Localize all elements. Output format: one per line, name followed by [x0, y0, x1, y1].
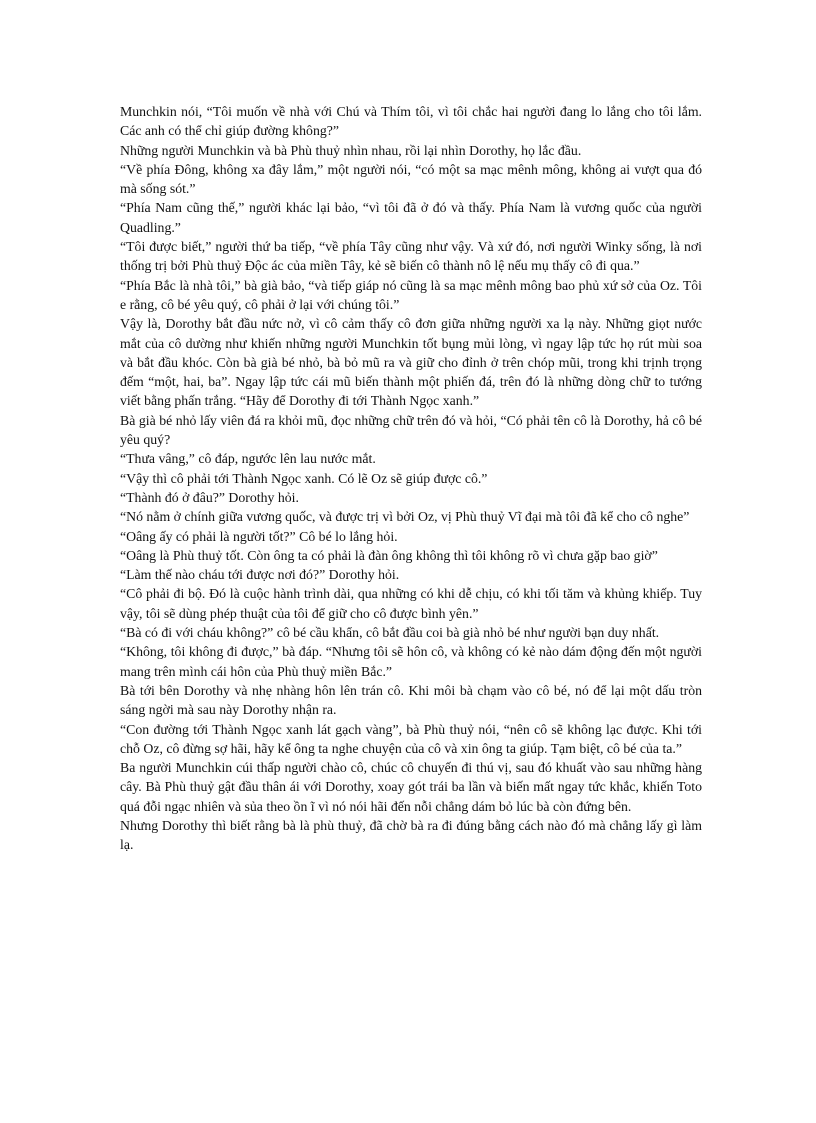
paragraph-16: “Cô phải đi bộ. Đó là cuộc hành trình dài, qua những có khi dễ chịu, có khi tối tăm và khủng khiếp. Tuy vậy, tôi sẽ dùng phép thuật của tôi để giữ cho cô được bình yên.” — [120, 586, 702, 621]
document-page — [120, 102, 702, 855]
paragraph-13: “Oâng ấy có phải là người tốt?” Cô bé lo lắng hỏi. — [120, 528, 398, 544]
paragraph-15: “Làm thế nào cháu tới được nơi đó?” Dorothy hỏi. — [120, 567, 400, 583]
paragraph-4: “Phía Nam cũng thế,” người khác lại bảo, “vì tôi đã ở đó và thấy. Phía Nam là vương quốc của người Quadling.” — [120, 200, 702, 235]
paragraph-12: “Nó nằm ở chính giữa vương quốc, và được trị vì bởi Oz, vị Phù thuỷ Vĩ đại mà tôi đã kể cho cô nghe” — [120, 509, 690, 525]
paragraph-5: “Tôi được biết,” người thứ ba tiếp, “về phía Tây cũng như vậy. Và xứ đó, nơi người Winky sống, là nơi thống trị bởi Phù thuỷ Độc ác của miền Tây, kẻ sẽ biến cô thành nô lệ nếu mụ thấy cô đi qua.” — [120, 239, 702, 274]
paragraph-22: Nhưng Dorothy thì biết rằng bà là phù thuỷ, đã chờ bà ra đi đúng bằng cách nào đó mà chẳng lấy gì làm lạ. — [120, 817, 702, 853]
paragraph-9: “Thưa vâng,” cô đáp, ngước lên lau nước mắt. — [120, 451, 376, 467]
paragraph-14: “Oâng là Phù thuỷ tốt. Còn ông ta có phải là đàn ông không thì tôi không rõ vì chưa gặp bao giờ” — [120, 547, 658, 563]
paragraph-17: “Bà có đi với cháu không?” cô bé cầu khẩn, cô bắt đầu coi bà già nhỏ bé như người bạn duy nhất. — [120, 625, 660, 641]
paragraph-6: “Phía Bắc là nhà tôi,” bà già bảo, “và tiếp giáp nó cũng là sa mạc mênh mông bao phủ xứ sở của Oz. Tôi e rằng, cô bé yêu quý, cô phải ở lại với chúng tôi.” — [120, 277, 702, 312]
paragraph-1: Munchkin nói, “Tôi muốn về nhà với Chú và Thím tôi, vì tôi chắc hai người đang lo lắng cho tôi lắm. Các anh có thể chỉ giúp đường không?” — [120, 104, 702, 139]
paragraph-3: “Về phía Đông, không xa đây lắm,” một người nói, “có một sa mạc mênh mông, không ai vượt qua đó mà sống sót.” — [120, 161, 702, 197]
paragraph-8: Bà già bé nhỏ lấy viên đá ra khỏi mũ, đọc những chữ trên đó và hỏi, “Có phải tên cô là Dorothy, hả cô bé yêu quý? — [120, 412, 702, 448]
paragraph-7: Vậy là, Dorothy bắt đầu nức nở, vì cô cảm thấy cô đơn giữa những người xa lạ này. Những giọt nước mắt của cô dường như khiến những người Munchkin tốt bụng mủi lòng, vì ngay lập tức họ rút mùi soa và bắt đầu khóc. Còn bà già bé nhỏ, bà bỏ mũ ra và giữ cho đỉnh ở trên chóp mũi, trong khi trịnh trọng đếm “một, hai, ba”. Ngay lập tức cái mũ biến thành một phiến đá, trên đó là những dòng chữ to tướng viết bằng phấn trắng. “Hãy để Dorothy đi tới Thành Ngọc xanh.” — [120, 316, 702, 409]
paragraph-20: “Con đường tới Thành Ngọc xanh lát gạch vàng”, bà Phù thuỷ nói, “nên cô sẽ không lạc được. Khi tới chỗ Oz, cô đừng sợ hãi, hãy kể ông ta nghe chuyện của cô và xin ông ta giúp. Tạm biệt, cô bé của ta.” — [120, 721, 702, 756]
paragraph-18: “Không, tôi không đi được,” bà đáp. “Nhưng tôi sẽ hôn cô, và không có kẻ nào dám động đến một người mang trên mình cái hôn của Phù thuỷ miền Bắc.” — [120, 644, 702, 679]
paragraph-10: “Vậy thì cô phải tới Thành Ngọc xanh. Có lẽ Oz sẽ giúp được cô.” — [120, 470, 488, 486]
paragraph-2: Những người Munchkin và bà Phù thuỷ nhìn nhau, rồi lại nhìn Dorothy, họ lắc đầu. — [120, 142, 582, 158]
paragraph-19: Bà tới bên Dorothy và nhẹ nhàng hôn lên trán cô. Khi môi bà chạm vào cô bé, nó để lại một dấu tròn sáng ngời mà sau này Dorothy nhận ra. — [120, 682, 702, 718]
paragraph-11: “Thành đó ở đâu?” Dorothy hỏi. — [120, 489, 299, 505]
paragraph-21: Ba người Munchkin cúi thấp người chào cô, chúc cô chuyến đi thú vị, sau đó khuất vào sau những hàng cây. Bà Phù thuỷ gật đầu thân ái với Dorothy, xoay gót trái ba lần và biến mất ngay tức khắc, khiến Toto quá đỗi ngạc nhiên và sủa theo ồn ĩ vì nó nói hãi đến nỗi chẳng dám bỏ lúc bà còn đứng bên. — [120, 760, 702, 814]
